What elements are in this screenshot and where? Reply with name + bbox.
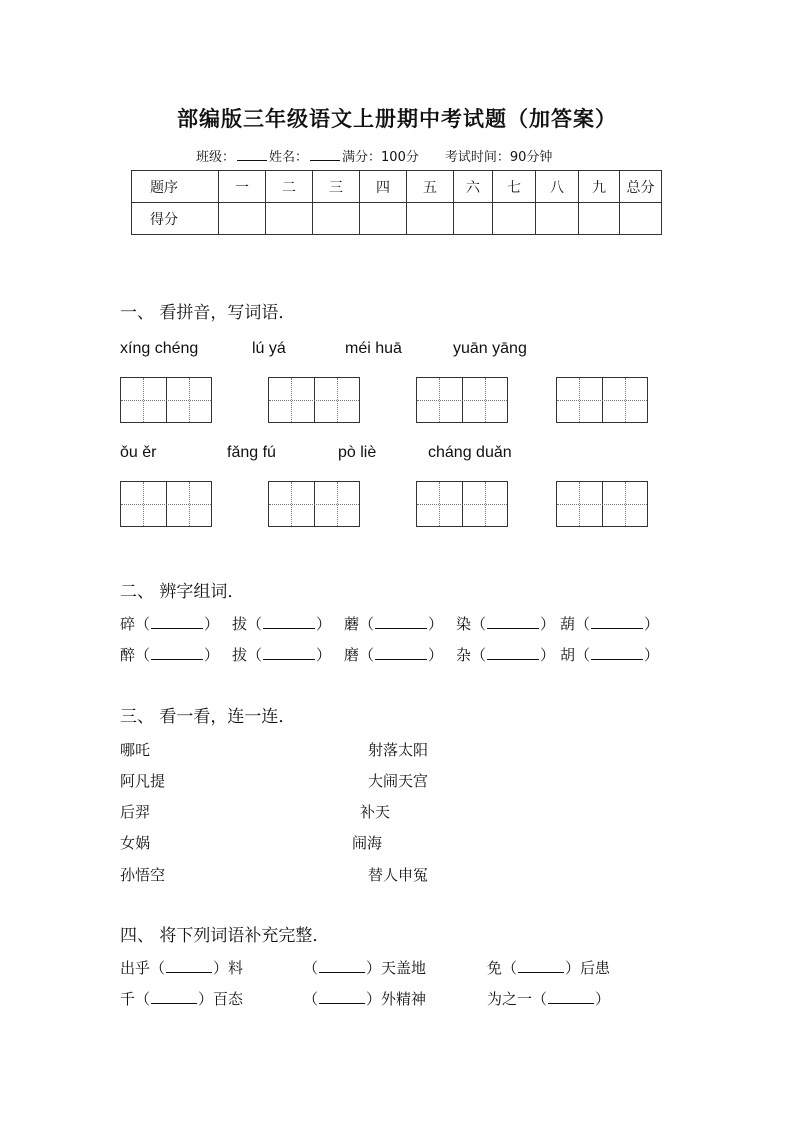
score-cell[interactable] [313,203,360,235]
word-item: 拔（ ） [232,615,332,633]
table-header-cell: 一 [219,171,266,203]
match-right-item[interactable]: 替人申冤 [368,866,429,884]
section4-heading: 四、 将下列词语补充完整． [120,926,330,946]
class-label: 班级： [196,150,236,165]
word-item: 葫（ ） [560,615,660,633]
name-blank[interactable] [310,149,340,161]
table-header-cell: 五 [407,171,454,203]
pinyin: pò liè [338,444,377,461]
word-item: 杂（ ） [456,646,556,664]
score-cell[interactable] [620,203,662,235]
idiom-item: 千（ ）百态 [120,990,244,1008]
score-cell[interactable] [579,203,620,235]
score-table-header-row [132,171,662,203]
table-header-cell: 九 [579,171,620,203]
writing-grid[interactable] [268,481,360,527]
score-label: 满分：100分 [342,150,419,165]
time-label: 考试时间：90分钟 [444,150,553,165]
score-cell[interactable] [360,203,407,235]
table-header-cell: 七 [493,171,536,203]
section3-heading: 三、 看一看，连一连． [120,707,296,727]
match-right-item[interactable]: 射落太阳 [368,741,429,759]
idiom-item: 为之一（ ） [487,990,611,1008]
row-label: 得分 [132,203,219,235]
score-cell[interactable] [536,203,579,235]
pinyin: cháng duǎn [428,444,512,461]
answer-blank[interactable] [591,646,643,660]
match-left-item[interactable]: 哪吒 [120,741,151,759]
word-item: 胡（ ） [560,646,660,664]
answer-blank[interactable] [375,646,427,660]
score-cell[interactable] [266,203,313,235]
answer-blank[interactable] [487,646,539,660]
table-header-cell: 题序 [132,171,219,203]
section2-heading: 二、 辨字组词． [120,582,245,602]
writing-grid[interactable] [556,481,648,527]
answer-blank[interactable] [548,990,594,1004]
writing-grid[interactable] [268,377,360,423]
answer-blank[interactable] [151,615,203,629]
idiom-item: （ ）外精神 [303,990,427,1008]
word-item: 染（ ） [456,615,556,633]
answer-blank[interactable] [263,615,315,629]
answer-blank[interactable] [375,615,427,629]
answer-blank[interactable] [591,615,643,629]
word-item: 蘑（ ） [344,615,444,633]
score-cell[interactable] [407,203,454,235]
answer-blank[interactable] [166,959,212,973]
table-header-cell: 六 [454,171,493,203]
answer-blank[interactable] [319,990,365,1004]
answer-blank[interactable] [151,646,203,660]
table-header-cell: 三 [313,171,360,203]
match-left-item[interactable]: 阿凡提 [120,772,166,790]
pinyin: xíng chéng [120,340,199,357]
answer-blank[interactable] [319,959,365,973]
word-item: 磨（ ） [344,646,444,664]
writing-grid[interactable] [556,377,648,423]
score-cell[interactable] [219,203,266,235]
answer-blank[interactable] [151,990,197,1004]
word-item: 拔（ ） [232,646,332,664]
score-cell[interactable] [454,203,493,235]
match-right-item[interactable]: 补天 [360,803,391,821]
writing-grid[interactable] [416,481,508,527]
writing-grid[interactable] [120,377,212,423]
table-header-cell: 二 [266,171,313,203]
pinyin: fǎng fú [227,444,276,461]
pinyin: yuān yāng [453,340,527,357]
page-title: 部编版三年级语文上册期中考试题（加答案） [177,106,617,131]
answer-blank[interactable] [487,615,539,629]
score-table-row [132,203,662,235]
writing-grid[interactable] [416,377,508,423]
table-header-cell: 四 [360,171,407,203]
idiom-item: 免（ ）后患 [487,959,611,977]
writing-grid[interactable] [120,481,212,527]
class-blank[interactable] [237,149,267,161]
match-left-item[interactable]: 孙悟空 [120,866,166,884]
word-item: 醉（ ） [120,646,220,664]
name-label: 姓名： [269,150,309,165]
match-left-item[interactable]: 女娲 [120,834,151,852]
answer-blank[interactable] [263,646,315,660]
match-right-item[interactable]: 大闹天宫 [368,772,429,790]
idiom-item: （ ）天盖地 [303,959,427,977]
idiom-item: 出乎（ ）料 [120,959,244,977]
pinyin: méi huā [345,340,402,357]
score-cell[interactable] [493,203,536,235]
match-right-item[interactable]: 闹海 [352,834,383,852]
word-item: 碎（ ） [120,615,220,633]
match-left-item[interactable]: 后羿 [120,803,151,821]
pinyin: lú yá [252,340,286,357]
score-table [131,170,662,235]
table-header-cell: 总分 [620,171,662,203]
section1-heading: 一、 看拼音，写词语． [120,303,296,323]
pinyin: ǒu ěr [120,444,157,461]
answer-blank[interactable] [518,959,564,973]
table-header-cell: 八 [536,171,579,203]
exam-info [196,146,552,165]
